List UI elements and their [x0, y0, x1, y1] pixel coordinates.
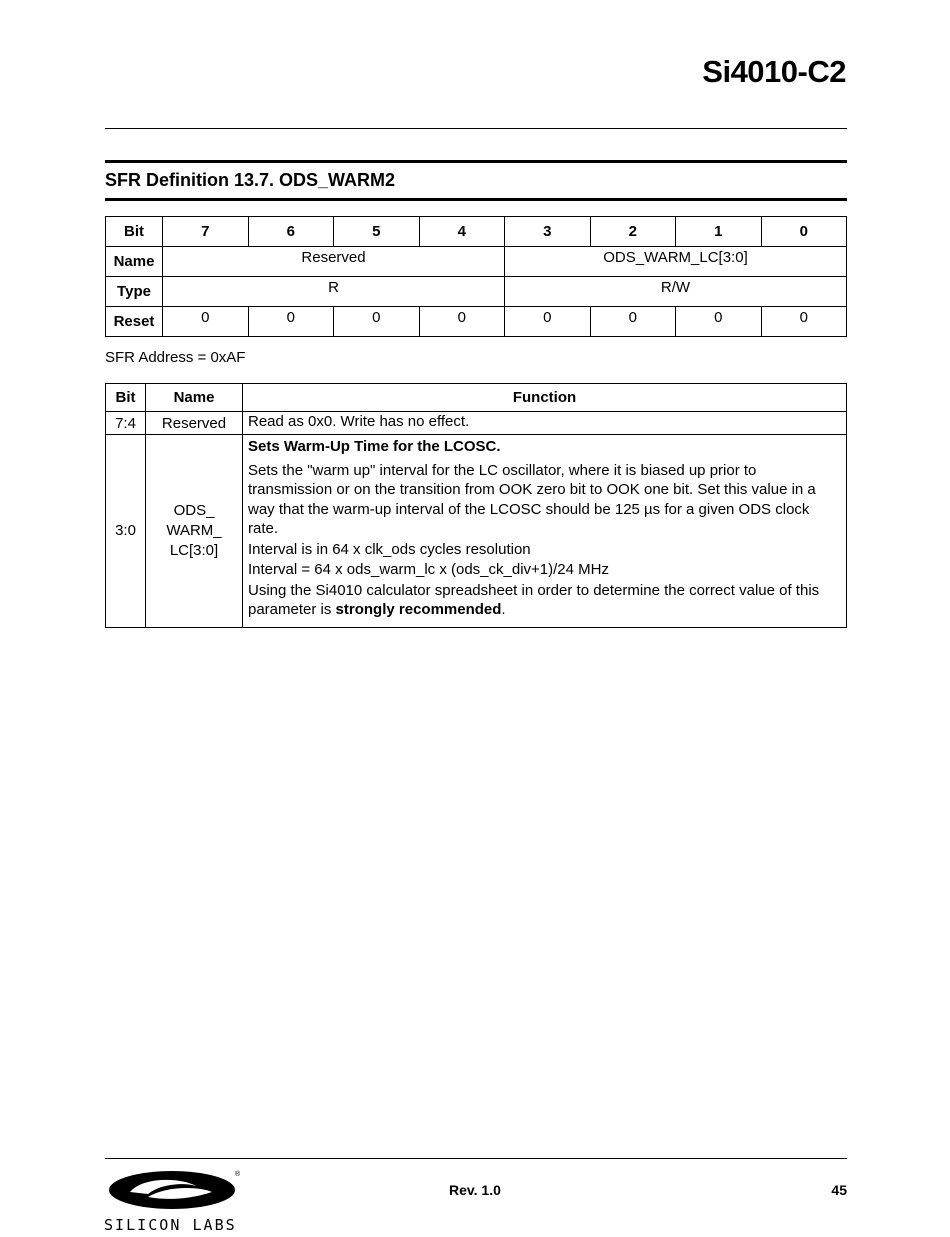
function-header-row	[106, 384, 847, 412]
row-function	[243, 435, 847, 628]
function-paragraph: Sets the "warm up" interval for the LC oscillator, where it is biased up prior to transmission or on the transition from OOK zero bit to OOK one bit. Set this value in a way that the warm-up interval of the LCOSC should be 125 µs for a given ODS clock rate.	[248, 461, 816, 537]
type-reserved: R	[163, 277, 505, 307]
row-function: Read as 0x0. Write has no effect.	[243, 412, 847, 435]
bit-number: 3	[505, 217, 591, 247]
type-row-label: Type	[106, 277, 163, 307]
name-reserved: Reserved	[163, 247, 505, 277]
bit-number: 2	[590, 217, 676, 247]
function-table	[105, 383, 847, 628]
bit-number: 7	[163, 217, 249, 247]
reset-value: 0	[505, 307, 591, 337]
reset-row	[106, 307, 847, 337]
function-text: Using the Si4010 calculator spreadsheet in order to determine the correct value of this parameter is	[248, 581, 820, 618]
function-emphasis: strongly recommended	[335, 601, 502, 618]
bit-number: 0	[761, 217, 847, 247]
page-number: 45	[831, 1182, 847, 1198]
bit-number: 6	[248, 217, 334, 247]
reset-value: 0	[248, 307, 334, 337]
registered-mark: ®	[235, 1171, 240, 1178]
section-bottom-rule	[105, 198, 847, 201]
bit-definition-table	[105, 216, 847, 337]
logo-text: SILICON LABS	[104, 1216, 238, 1234]
section-top-rule	[105, 160, 847, 163]
sfr-address: SFR Address = 0xAF	[105, 349, 246, 366]
reset-value: 0	[590, 307, 676, 337]
type-field: R/W	[505, 277, 847, 307]
row-name: Reserved	[146, 412, 243, 435]
reset-value: 0	[334, 307, 420, 337]
header-name: Name	[146, 384, 243, 412]
name-field: ODS_WARM_LC[3:0]	[505, 247, 847, 277]
reset-value: 0	[419, 307, 505, 337]
function-paragraph	[248, 581, 840, 620]
table-row	[106, 412, 847, 435]
name-row	[106, 247, 847, 277]
row-name-line: WARM_	[166, 521, 222, 539]
bit-row-label: Bit	[106, 217, 163, 247]
row-bit: 3:0	[106, 435, 146, 628]
section-title: SFR Definition 13.7. ODS_WARM2	[105, 170, 396, 190]
bit-number: 4	[419, 217, 505, 247]
revision-label: Rev. 1.0	[449, 1182, 501, 1198]
name-row-label: Name	[106, 247, 163, 277]
type-row	[106, 277, 847, 307]
function-paragraph: Interval = 64 x ods_warm_lc x (ods_ck_div+1)/24 MHz	[248, 561, 609, 578]
row-name-line: ODS_	[173, 501, 215, 519]
silicon-labs-logo	[104, 1168, 240, 1234]
bit-number: 1	[676, 217, 762, 247]
header-bit: Bit	[106, 384, 146, 412]
header-function: Function	[243, 384, 847, 412]
footer-divider	[105, 1158, 847, 1159]
reset-row-label: Reset	[106, 307, 163, 337]
bit-number: 5	[334, 217, 420, 247]
function-paragraph: Interval is in 64 x clk_ods cycles resolution	[248, 540, 531, 558]
reset-value: 0	[163, 307, 249, 337]
row-name	[146, 435, 243, 628]
function-text: .	[501, 601, 506, 618]
header-divider	[105, 128, 847, 129]
row-name-line: LC[3:0]	[169, 541, 219, 559]
row-bit: 7:4	[106, 412, 146, 435]
function-title: Sets Warm-Up Time for the LCOSC.	[248, 438, 501, 455]
reset-value: 0	[676, 307, 762, 337]
document-title: Si4010-C2	[702, 54, 846, 89]
reset-value: 0	[761, 307, 847, 337]
bit-row	[106, 217, 847, 247]
table-row	[106, 435, 847, 628]
